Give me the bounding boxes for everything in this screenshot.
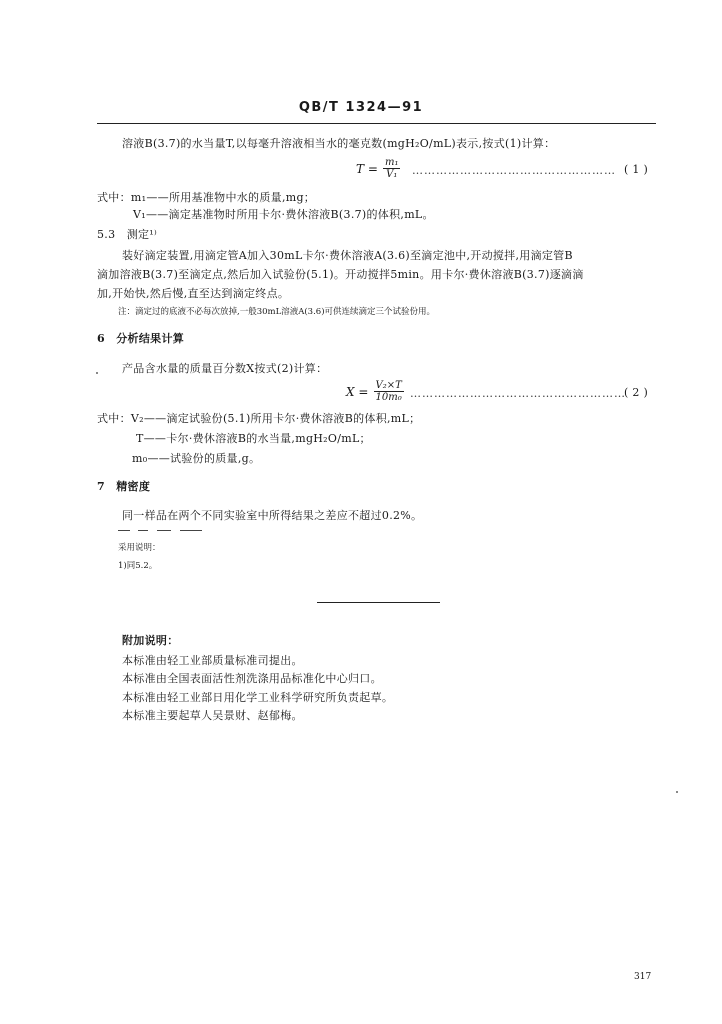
header-rule [97, 123, 656, 124]
equation-2-fraction [374, 380, 404, 403]
equation-1-number: ( 1 ) [624, 163, 649, 176]
equation-1-fraction [383, 157, 401, 180]
section-5-3-note: 注：滴定过的底液不必每次放掉,一般30mL溶液A(3.6)可供连续滴定三个试验份用。 [118, 307, 436, 317]
equation-1-leader-dots: …………………………………………… [412, 164, 616, 177]
separator-dash [157, 530, 171, 531]
equation-2-where-1: 式中：V₂——滴定试验份(5.1)所用卡尔·费休溶液B的体积,mL； [97, 412, 421, 425]
additional-note-line: 本标准由全国表面活性剂洗涤用品标准化中心归口。 [122, 672, 382, 685]
additional-note-line: 本标准由轻工业部日用化学工业科学研究所负责起草。 [122, 691, 394, 704]
additional-note-line: 本标准由轻工业部质量标准司提出。 [122, 654, 303, 667]
equation-1-numerator: m₁ [384, 157, 399, 168]
separator-dash [138, 530, 148, 531]
equation-1-denominator: V₁ [386, 169, 398, 180]
scan-speck [676, 791, 678, 793]
equation-1-where-2: V₁——滴定基准物时所用卡尔·费休溶液B(3.7)的体积,mL。 [133, 208, 434, 221]
equation-2-numerator: V₂×T [375, 380, 402, 391]
page-number: 317 [634, 972, 652, 982]
equation-2-where-2: T——卡尔·费休溶液B的水当量,mgH₂O/mL； [136, 432, 371, 445]
equation-2-where-3: m₀——试验份的质量,g。 [132, 452, 261, 465]
equation-2-denominator: 10m₀ [375, 392, 402, 403]
equation-2 [346, 380, 404, 403]
section-5-3-para-line-3: 加,开始快,然后慢,直至达到滴定终点。 [97, 287, 290, 300]
additional-notes-title: 附加说明： [122, 634, 179, 647]
scan-speck [96, 372, 98, 374]
section-5-3-heading: 5.3 测定¹⁾ [97, 228, 158, 241]
standard-code-header: QB/T 1324—91 [298, 100, 424, 115]
section-6-heading: 6 分析结果计算 [97, 332, 185, 345]
equation-2-number: ( 2 ) [624, 386, 649, 399]
section-6-intro: 产品含水量的质量百分数X按式(2)计算： [122, 362, 328, 375]
end-rule [317, 602, 440, 603]
additional-note-line: 本标准主要起草人吴景财、赵郁梅。 [122, 709, 303, 722]
section-5-3-para-line-2: 滴加溶液B(3.7)至滴定点,然后加入试验份(5.1)。开动搅拌5min。用卡尔·费休溶液B(3.7)逐滴滴 [97, 268, 584, 281]
equation-2-leader-dots: ……………………………………………… [410, 387, 626, 400]
water-equiv-intro: 溶液B(3.7)的水当量T,以每毫升溶液相当水的毫克数(mgH₂O/mL)表示,按式(1)计算： [122, 137, 556, 150]
separator-dash [118, 530, 130, 531]
adoption-note-title: 采用说明： [118, 543, 161, 553]
separator-dash [180, 530, 202, 531]
adoption-note-text: 1)同5.2。 [118, 561, 158, 571]
section-5-3-para-line-1: 装好滴定装置,用滴定管A加入30mL卡尔·费休溶液A(3.6)至滴定池中,开动搅拌,用滴定管B [122, 249, 573, 262]
section-7-para: 同一样品在两个不同实验室中所得结果之差应不超过0.2%。 [122, 509, 423, 522]
equation-2-lhs: X = [346, 385, 369, 399]
equation-1 [356, 157, 400, 180]
equation-1-where-1: 式中：m₁——所用基准物中水的质量,mg； [97, 191, 316, 204]
equation-1-lhs: T = [356, 162, 378, 176]
section-7-heading: 7 精密度 [97, 480, 151, 493]
